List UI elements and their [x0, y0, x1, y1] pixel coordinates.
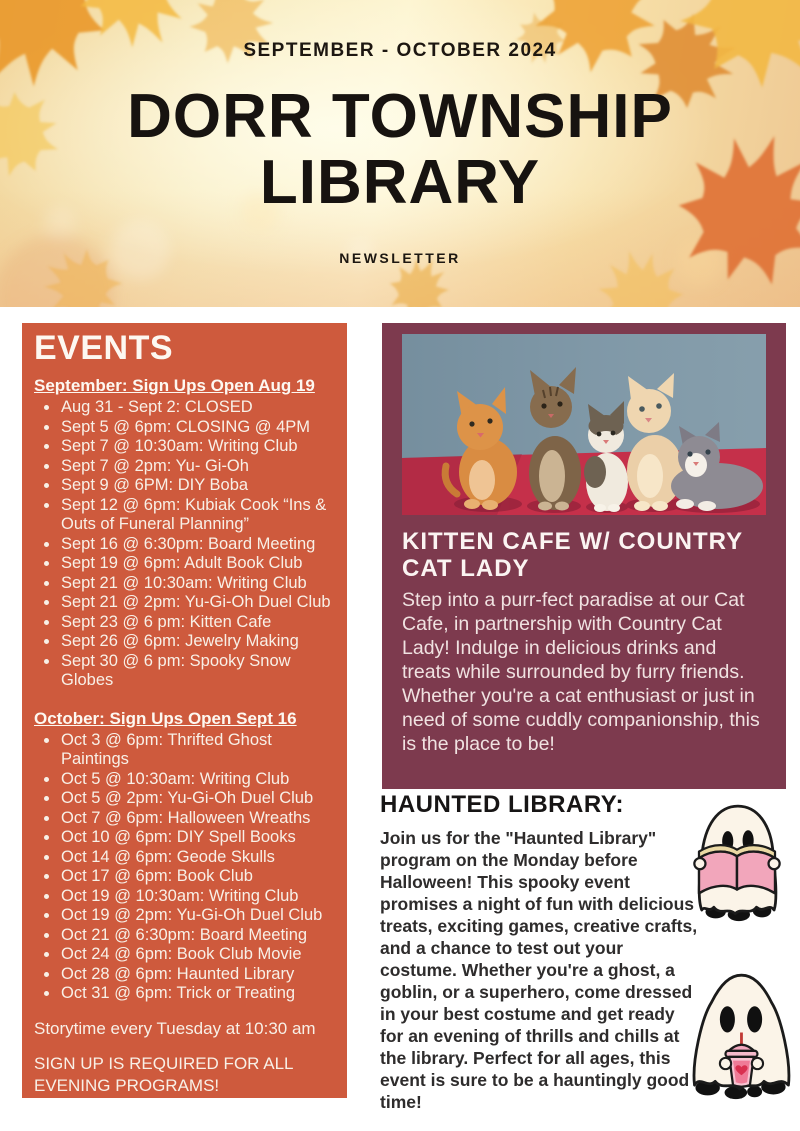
list-item: • Sept 7 @ 2pm: Yu- Gi-Oh: [60, 457, 335, 477]
september-event-list: [34, 398, 335, 691]
october-event-list: [34, 731, 335, 1004]
page-title-line1: DORR TOWNSHIP: [127, 82, 673, 151]
events-heading: EVENTS: [34, 329, 174, 367]
list-item: • Sept 21 @ 10:30am: Writing Club: [60, 574, 335, 594]
events-panel: [22, 323, 347, 1098]
list-item: • Sept 16 @ 6:30pm: Board Meeting: [60, 535, 335, 555]
storytime-note: Storytime every Tuesday at 10:30 am: [34, 1018, 316, 1038]
kitten-cafe-panel: [382, 323, 786, 789]
list-item: • Oct 19 @ 10:30am: Writing Club: [60, 887, 335, 907]
list-item: • Sept 26 @ 6pm: Jewelry Making: [60, 632, 335, 652]
haunted-library-section: [380, 791, 798, 1126]
list-item: • Oct 5 @ 2pm: Yu-Gi-Oh Duel Club: [60, 789, 335, 809]
ghost-holding-drink-icon: [687, 963, 795, 1102]
ghost-reading-book-icon: [686, 795, 788, 923]
newsletter-header: [0, 0, 800, 307]
kitten-cafe-heading: KITTEN CAFE W/ COUNTRY CAT LADY: [402, 528, 743, 582]
list-item: • Oct 19 @ 2pm: Yu-Gi-Oh Duel Club: [60, 906, 335, 926]
list-item: • Sept 5 @ 6pm: CLOSING @ 4PM: [60, 418, 335, 438]
list-item: • Aug 31 - Sept 2: CLOSED: [60, 398, 335, 418]
list-item: • Sept 30 @ 6 pm: Spooky Snow Globes: [60, 652, 335, 691]
list-item: • Sept 19 @ 6pm: Adult Book Club: [60, 554, 335, 574]
list-item: • Sept 9 @ 6PM: DIY Boba: [60, 476, 335, 496]
list-item: • Oct 28 @ 6pm: Haunted Library: [60, 965, 335, 985]
september-heading: September: Sign Ups Open Aug 19: [34, 376, 315, 395]
page-title-line2: LIBRARY: [259, 148, 541, 217]
list-item: • Oct 17 @ 6pm: Book Club: [60, 867, 335, 887]
page-title: [0, 84, 800, 216]
list-item: • Sept 23 @ 6 pm: Kitten Cafe: [60, 613, 335, 633]
kitten-cafe-description: Step into a purr-fect paradise at our Cat Cafe, in partnership with Country Cat Lady! Indulge in delicious drinks and treats while surrounded by furry friends. Whether you're a cat enthusiast or just in need of some cuddly companionship, this is the place to be!: [402, 589, 760, 755]
list-item: • Sept 12 @ 6pm: Kubiak Cook “Ins & Outs of Funeral Planning”: [60, 496, 335, 535]
october-heading: October: Sign Ups Open Sept 16: [34, 708, 297, 728]
list-item: • Oct 24 @ 6pm: Book Club Movie: [60, 945, 335, 965]
list-item: • Sept 21 @ 2pm: Yu-Gi-Oh Duel Club: [60, 593, 335, 613]
issue-dates: SEPTEMBER - OCTOBER 2024: [243, 40, 557, 61]
kittens-photo: [402, 334, 766, 515]
haunted-library-description: Join us for the "Haunted Library" program on the Monday before Halloween! This spooky event promises a night of fun with delicious treats, exciting games, creative crafts, and a chance to test out your costume. Whether you're a ghost, a goblin, or a superhero, come dressed in your best costume and get ready for an evening of thrills and chills at the library. Perfect for all ages, this event is sure to be a hauntingly good time!: [380, 828, 698, 1112]
list-item: • Sept 7 @ 10:30am: Writing Club: [60, 437, 335, 457]
list-item: • Oct 5 @ 10:30am: Writing Club: [60, 770, 335, 790]
list-item: • Oct 21 @ 6:30pm: Board Meeting: [60, 926, 335, 946]
haunted-library-heading: HAUNTED LIBRARY:: [380, 791, 624, 818]
newsletter-label: NEWSLETTER: [339, 250, 461, 266]
list-item: • Oct 31 @ 6pm: Trick or Treating: [60, 984, 335, 1004]
list-item: • Oct 3 @ 6pm: Thrifted Ghost Paintings: [60, 731, 335, 770]
list-item: • Oct 14 @ 6pm: Geode Skulls: [60, 848, 335, 868]
list-item: • Oct 10 @ 6pm: DIY Spell Books: [60, 828, 335, 848]
list-item: • Oct 7 @ 6pm: Halloween Wreaths: [60, 809, 335, 829]
signup-note: SIGN UP IS REQUIRED FOR ALL EVENING PROGRAMS!: [34, 1053, 293, 1095]
